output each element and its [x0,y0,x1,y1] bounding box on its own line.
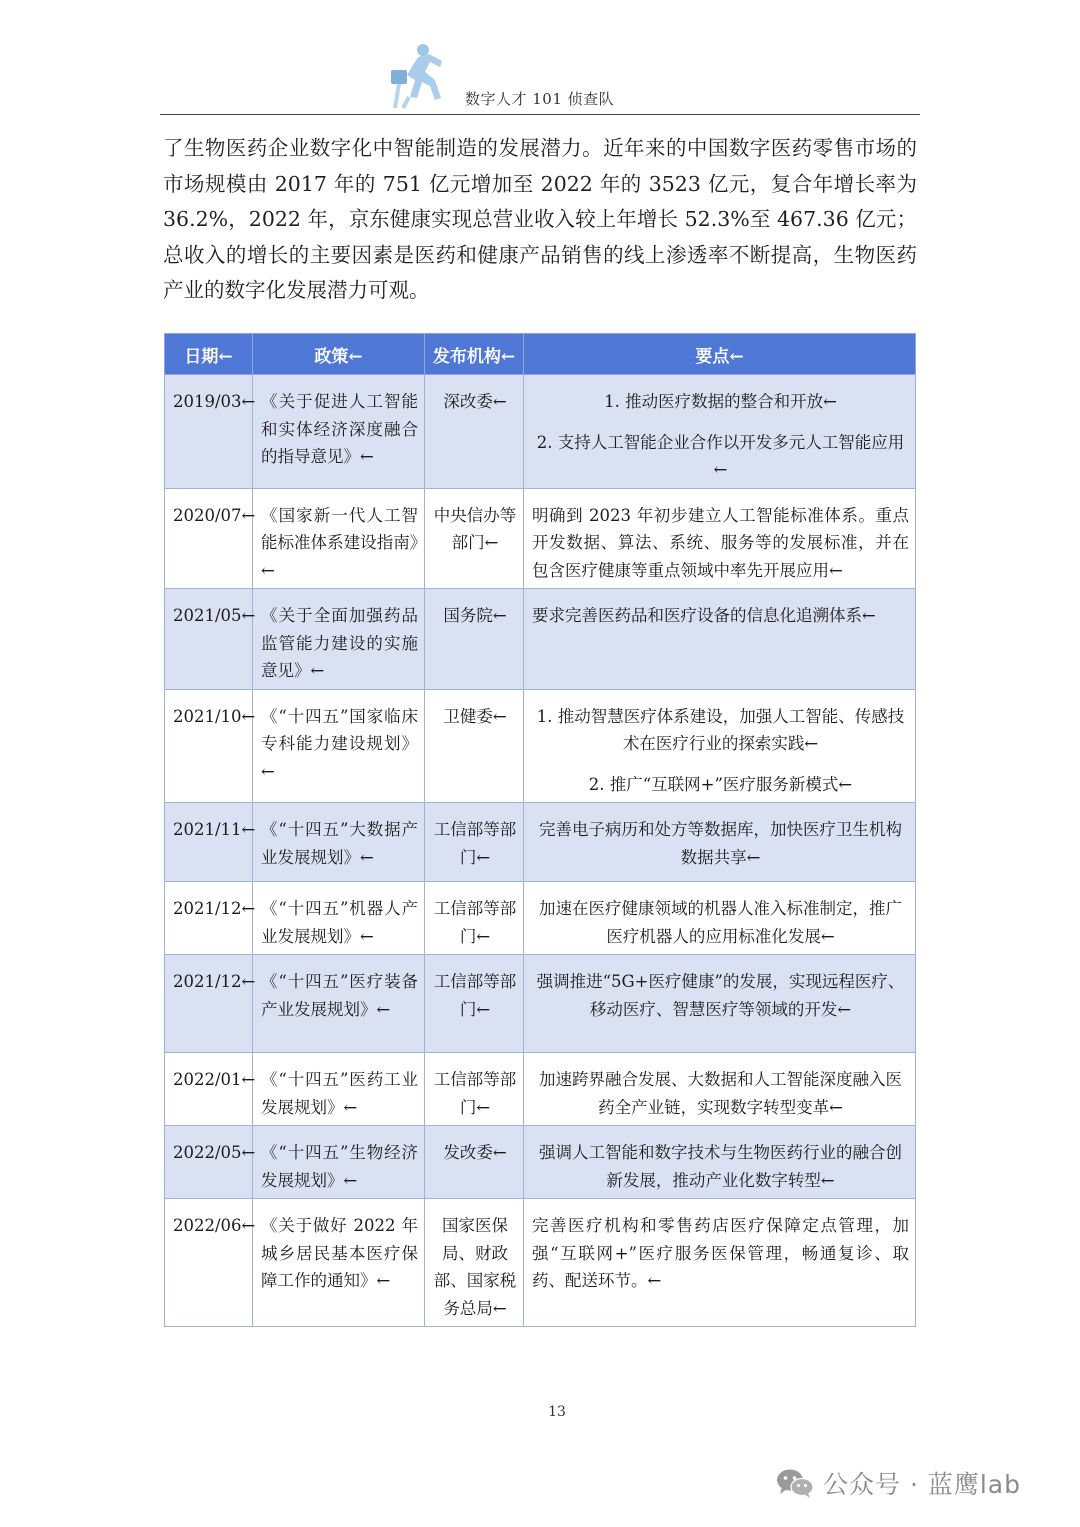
issuer-cell: 工信部等部门← [425,882,524,955]
key-points-cell [524,882,916,955]
key-point: 2. 推广“互联网+”医疗服务新模式← [588,774,853,794]
policy-cell: 《“十四五”国家临床专科能力建设规划》← [253,689,425,803]
table-row [165,882,916,955]
issuer-cell: 卫健委← [425,689,524,803]
page-header [160,40,920,115]
policy-cell: 《“十四五”大数据产业发展规划》← [253,803,425,882]
key-point: 1. 推动医疗数据的整合和开放← [604,392,837,411]
table-row [165,803,916,882]
policy-cell: 《“十四五”机器人产业发展规划》← [253,882,425,955]
key-point: 要求完善医药品和医疗设备的信息化追溯体系← [532,606,876,625]
policy-cell: 《“十四五”生物经济发展规划》← [253,1126,425,1199]
issuer-cell: 工信部等部门← [425,1053,524,1126]
table-header-row [165,334,916,375]
table-row [165,1199,916,1327]
column-header-policy: 政策← [253,334,425,375]
key-points-cell [524,375,916,489]
date-cell: 2019/03← [165,375,253,489]
watermark-text: 公众号 · 蓝鹰lab [823,1470,1021,1499]
table-row [165,1053,916,1126]
column-header-key-points: 要点← [524,334,916,375]
header-title: 数字人才 101 侦查队 [465,90,615,108]
key-point: 强调人工智能和数字技术与生物医药行业的融合创新发展，推动产业化数字转型← [539,1143,902,1190]
issuer-cell: 工信部等部门← [425,955,524,1053]
date-cell: 2021/12← [165,955,253,1053]
date-cell: 2022/05← [165,1126,253,1199]
issuer-cell: 国务院← [425,589,524,690]
table-row [165,1126,916,1199]
watermark [775,1463,1021,1503]
key-point: 加速在医疗健康领域的机器人准入标准制定，推广医疗机器人的应用标准化发展← [539,899,902,946]
running-figure-logo-icon [385,42,445,112]
body-paragraph: 了生物医药企业数字化中智能制造的发展潜力。近年来的中国数字医药零售市场的市场规模由 2017 年的 751 亿元增加至 2022 年的 3523 亿元，复合年增长率为 36.2%，2022 年，京东健康实现总营业收入较上年增长 52.3%至 467.36 亿元；总收入的增长的主要因素是医药和健康产品销售的线上渗透率不断提高，生物医药产业的数字化发展潜力可观。 [163,136,917,303]
date-cell: 2021/10← [165,689,253,803]
table-row [165,488,916,589]
key-points-cell [524,589,916,690]
date-cell: 2021/05← [165,589,253,690]
key-points-cell [524,488,916,589]
key-points-cell [524,1199,916,1327]
page-number: 13 [548,1404,566,1420]
key-point: 完善医疗机构和零售药店医疗保障定点管理，加强“互联网+”医疗服务医保管理，畅通复诊、取药、配送环节。← [532,1216,909,1290]
table-row [165,955,916,1053]
key-points-cell [524,689,916,803]
date-cell: 2020/07← [165,488,253,589]
wechat-icon [775,1467,815,1499]
key-points-cell [524,803,916,882]
column-header-issuer: 发布机构← [425,334,524,375]
issuer-cell: 深改委← [425,375,524,489]
key-points-cell [524,1126,916,1199]
date-cell: 2021/12← [165,882,253,955]
date-cell: 2022/01← [165,1053,253,1126]
policy-cell: 《关于促进人工智能和实体经济深度融合的指导意见》← [253,375,425,489]
issuer-cell: 工信部等部门← [425,803,524,882]
policy-cell: 《关于全面加强药品监管能力建设的实施意见》← [253,589,425,690]
issuer-cell: 发改委← [425,1126,524,1199]
key-point: 1. 推动智慧医疗体系建设，加强人工智能、传感技术在医疗行业的探索实践← [536,706,905,753]
policy-table [164,333,916,1327]
key-points-cell [524,1053,916,1126]
issuer-cell: 中央信办等部门← [425,488,524,589]
date-cell: 2021/11← [165,803,253,882]
key-point: 强调推进“5G+医疗健康”的发展，实现远程医疗、移动医疗、智慧医疗等领域的开发← [536,972,905,1019]
table-row [165,689,916,803]
key-point: 加速跨界融合发展、大数据和人工智能深度融入医药全产业链，实现数字转型变革← [539,1070,902,1117]
table-row [165,589,916,690]
column-header-date: 日期← [165,334,253,375]
issuer-cell: 国家医保局、财政部、国家税务总局← [425,1199,524,1327]
key-point: 2. 支持人工智能企业合作以开发多元人工智能应用← [536,432,905,479]
policy-cell: 《“十四五”医药工业发展规划》← [253,1053,425,1126]
policy-cell: 《“十四五”医疗装备产业发展规划》← [253,955,425,1053]
table-row [165,375,916,489]
policy-cell: 《关于做好 2022 年城乡居民基本医疗保障工作的通知》← [253,1199,425,1327]
date-cell: 2022/06← [165,1199,253,1327]
key-points-cell [524,955,916,1053]
key-point: 明确到 2023 年初步建立人工智能标准体系。重点开发数据、算法、系统、服务等的发展标准，并在包含医疗健康等重点领域中率先开展应用← [532,505,909,580]
policy-cell: 《国家新一代人工智能标准体系建设指南》← [253,488,425,589]
key-point: 完善电子病历和处方等数据库，加快医疗卫生机构数据共享← [539,820,902,867]
